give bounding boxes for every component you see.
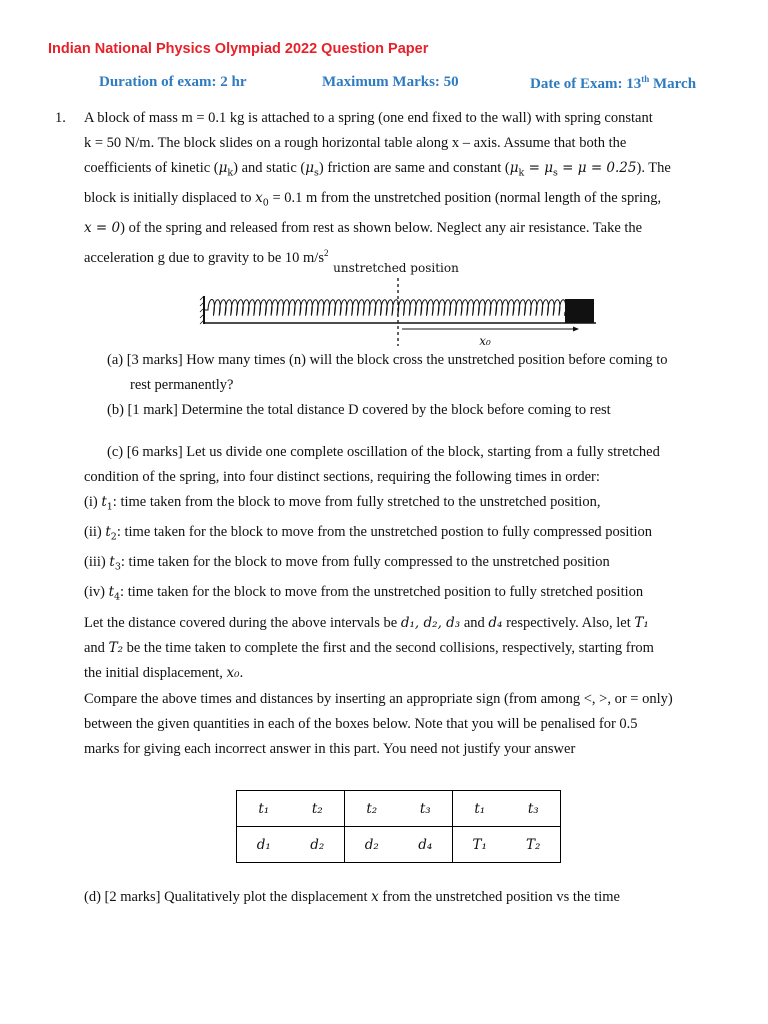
x0-label: x₀ bbox=[479, 334, 491, 348]
question-number: 1. bbox=[55, 110, 66, 126]
compare-box[interactable]: d₁ d₂ bbox=[237, 827, 345, 863]
compare-box[interactable]: t₂ t₃ bbox=[345, 791, 453, 827]
part-c-item: (ii) $t_2$: time taken for the block to move from the unstretched postion to fully compressed position bbox=[84, 524, 653, 543]
spring-coil bbox=[204, 300, 566, 316]
question-1-body: A block of mass m = 0.1 kg is attached to a spring (one end fixed to the wall) with spring constant k = 50 N/m. The block slides on a rough horizontal table along x – axis. Assume that both the coefficients of kinetic $(\mu_k)$ and static $(\mu_s)$ friction are same and constant $(\mu_k = \mu_s = \mu = 0.25)$. The block is initially displaced to $x_0 = 0.1$ m from the unstretched position (normal length of the spring, x = 0) of the spring and released from rest as shown below. Neglect any air resistance. Take the acceleration g due to gravity to be 10 $m/s^2$ bbox=[84, 110, 671, 267]
part-b: (b) [1 mark] Determine the total distance D covered by the block before coming to rest bbox=[107, 402, 611, 418]
part-c-item: (i) $t_1$: time taken from the block to move from fully stretched to the unstretched position, bbox=[84, 494, 601, 514]
block bbox=[565, 299, 594, 323]
compare-box[interactable]: T₁ T₂ bbox=[453, 827, 561, 863]
table-row bbox=[237, 827, 561, 863]
part-d: (d) [2 marks] Qualitatively plot the displacement x from the unstretched position vs the time bbox=[84, 889, 620, 905]
part-c-item: (iv) $t_4$: time taken for the block to move from the unstretched position to fully stretched position bbox=[84, 584, 644, 603]
compare-box[interactable]: t₁ t₂ bbox=[237, 791, 345, 827]
exam-duration: Duration of exam: 2 hr bbox=[99, 74, 247, 90]
part-c-item: (iii) $t_3$: time taken for the block to move from fully compressed to the unstretched position bbox=[84, 554, 610, 573]
part-c: (c) [6 marks] Let us divide one complete oscillation of the block, starting from a fully stretched condition of the spring, into four distinct sections, requiring the following times in order: (i) $t_1$: time taken from the block to move from fully stretched to the unstretched position, (ii) $t_2$: time taken for the block to move from the unstretched postion to fully compressed position (iii) $t_3$: time taken for the block to move from fully compressed to the unstretched position (iv) $t_4$: time taken for the block to move from the unstretched position to fully stretched position bbox=[84, 440, 660, 610]
x0-arrowhead bbox=[573, 327, 579, 332]
part-c-instructions: Let the distance covered during the above intervals be d₁, d₂, d₃ and d₄ respectively. Also, let T₁ and T₂ be the time taken to complete the first and the second collisions, respectively, starting from the initial displacement, x₀. Compare the above times and distances by inserting an appropriate sign (from among <, >, or = only) between the given quantities in each of the boxes below. Note that you will be penalised for 0.5 marks for giving each incorrect answer in this part. You need not justify your answer bbox=[84, 615, 673, 758]
spring-block-diagram bbox=[196, 258, 602, 350]
table-row bbox=[237, 791, 561, 827]
compare-box[interactable]: d₂ d₄ bbox=[345, 827, 453, 863]
maximum-marks: Maximum Marks: 50 bbox=[322, 74, 459, 90]
paper-title: Indian National Physics Olympiad 2022 Question Paper bbox=[48, 41, 429, 57]
exam-date: Date of Exam: 13th March bbox=[530, 74, 697, 92]
comparison-table bbox=[236, 790, 561, 863]
unstretched-position-label: unstretched position bbox=[333, 261, 459, 275]
part-a: (a) [3 marks] How many times (n) will the block cross the unstretched position before coming to rest permanently? bbox=[107, 352, 668, 394]
compare-box[interactable]: t₁ t₃ bbox=[453, 791, 561, 827]
